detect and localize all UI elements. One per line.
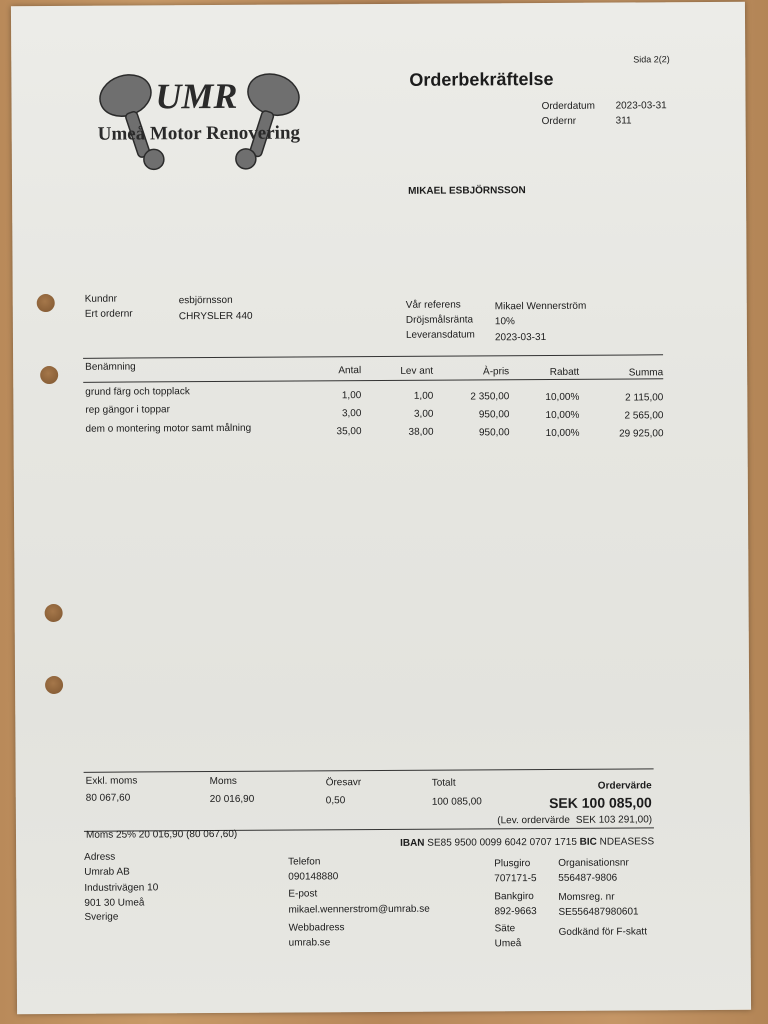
document-title: Orderbekräftelse [409,68,554,90]
bankgiro-value: 892-9663 [494,906,537,918]
address-line: Sverige [84,911,119,923]
bankgiro-label: Bankgiro [494,891,534,903]
seat-label: Säte [494,923,516,935]
plusgiro-label: Plusgiro [494,858,531,870]
excl-vat-value: 80 067,60 [85,792,131,804]
vat-label: Moms [209,775,237,788]
row-quantity: 3,00 [341,408,362,420]
interest-label: Dröjsmålsränta [405,314,474,326]
interest-value: 10% [494,316,515,328]
row-sum: 29 925,00 [619,428,664,440]
org-number-value: 556487-9806 [558,872,618,884]
row-discount: 10,00% [545,409,580,421]
phone-label: Telefon [288,856,321,868]
row-delivered: 1,00 [413,390,434,402]
vat-summary: Moms 25% 20 016,90 (80 067,60) [85,828,238,841]
row-quantity: 35,00 [336,426,362,438]
table-top-rule [83,354,663,359]
your-order-number-label: Ert ordernr [84,308,133,320]
col-header-unit-price: À-pris [483,366,510,378]
our-reference-value: Mikael Wennerström [494,300,587,313]
col-header-sum: Summa [628,367,664,379]
delivered-value-amount: SEK 103 291,00) [575,814,653,826]
bank-details [400,836,654,849]
rounding-label: Öresavr [325,777,362,789]
order-date-label: Orderdatum [541,100,595,113]
iban-label: IBAN [400,837,425,849]
customer-number-value: esbjörnsson [178,294,233,307]
delivered-value-label: (Lev. ordervärde [497,814,570,827]
binder-hole [37,294,55,312]
order-date-value: 2023-03-31 [615,100,667,112]
vat-value: 20 016,90 [209,793,255,806]
order-number-label: Ordernr [541,115,577,128]
f-tax-approval: Godkänd för F-skatt [558,926,648,938]
org-number-label: Organisationsnr [558,857,629,869]
col-header-quantity: Antal [338,365,362,377]
col-header-description: Benämning [85,361,136,373]
customer-name: MIKAEL ESBJÖRNSSON [408,185,526,197]
total-value: 100 085,00 [431,796,482,808]
col-header-delivered: Lev ant [400,365,434,377]
email-value: mikael.wennerstrom@umrab.se [288,903,430,916]
seat-value: Umeå [494,938,522,950]
row-unit-price: 950,00 [478,427,510,439]
company-logo [95,66,306,179]
row-quantity: 1,00 [341,390,362,402]
binder-hole [40,366,58,384]
order-value-amount: SEK 100 085,00 [549,794,652,811]
customer-number-label: Kundnr [84,293,118,305]
vat-reg-label: Momsreg. nr [558,891,615,903]
order-value-label: Ordervärde [597,780,652,792]
document-page [11,2,751,1014]
website-label: Webbadress [288,922,345,934]
address-label: Adress [84,851,116,863]
phone-value: 090148880 [288,871,339,883]
row-sum: 2 565,00 [624,410,664,422]
order-number-value: 311 [615,115,632,127]
delivery-date-label: Leveransdatum [405,329,475,341]
row-description: grund färg och topplack [85,386,190,398]
logo-company-name: Umeå Motor Renovering [97,122,301,145]
row-discount: 10,00% [545,391,580,403]
address-line: Industrivägen 10 [84,882,159,894]
iban-value: SE85 9500 0099 6042 0707 1715 [427,836,577,849]
total-label: Totalt [431,777,456,789]
row-delivered: 38,00 [408,426,434,438]
row-delivered: 3,00 [413,408,434,420]
your-order-number-value: CHRYSLER 440 [178,310,253,323]
bic-label: BIC [579,836,597,848]
address-line: 901 30 Umeå [84,897,145,909]
excl-vat-label: Exkl. moms [85,775,138,787]
row-description: rep gängor i toppar [85,404,170,416]
row-unit-price: 2 350,00 [470,391,510,403]
col-header-discount: Rabatt [549,366,580,378]
bic-value: NDEASESS [599,836,655,848]
logo-umr-text: UMR [155,75,238,117]
binder-hole [45,604,63,622]
plusgiro-value: 707171-5 [494,873,537,885]
address-line: Umrab AB [84,866,130,878]
website-value: umrab.se [288,937,331,949]
rounding-value: 0,50 [325,795,346,807]
delivery-date-value: 2023-03-31 [494,331,547,344]
page-number: Sida 2(2) [633,54,670,65]
binder-hole [45,676,63,694]
table-header-rule [83,378,663,383]
row-discount: 10,00% [545,427,580,439]
row-sum: 2 115,00 [625,392,664,404]
email-label: E-post [288,888,318,900]
our-reference-label: Vår referens [405,299,461,311]
row-unit-price: 950,00 [478,409,510,421]
vat-reg-value: SE556487980601 [558,906,639,918]
row-description: dem o montering motor samt målning [85,422,252,435]
totals-top-rule [84,768,654,772]
